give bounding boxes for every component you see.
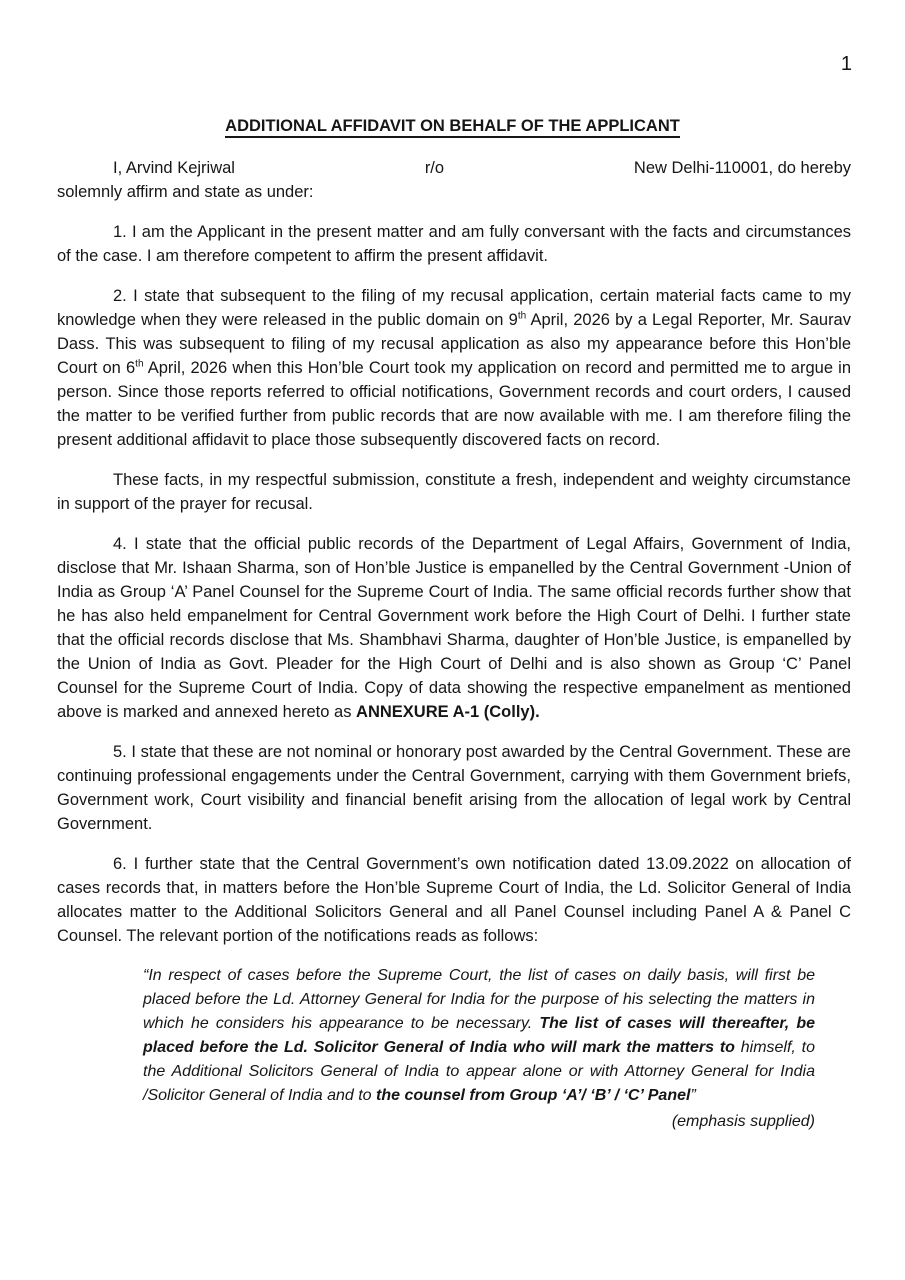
deponent-name: I, Arvind Kejriwal — [113, 159, 235, 177]
page-number: 1 — [840, 53, 852, 75]
deponent-address: New Delhi-110001, do hereby — [633, 159, 851, 177]
document-title-text: ADDITIONAL AFFIDAVIT ON BEHALF OF THE APPLICANT — [225, 117, 680, 138]
deponent-line — [57, 156, 851, 180]
paragraph-6: 6. I further state that the Central Government’s own notification dated 13.09.2022 on allocation of cases records that, in matters before the Hon’ble Supreme Court of India, the Ld. Solicitor General of India allocates matter to the Additional Solicitors General and all Panel Counsel including Panel A & Panel C Counsel. The relevant portion of the notifications reads as follows: — [57, 855, 851, 945]
paragraph-2-run-3: April, 2026 when this Hon’ble Court took my application on record and permitted me to argue in person. Since those reports referred to official notifications, Government records and court orders, I caused the matter to be verified further from public records that are now available with me. I am therefore filing the present additional affidavit to place those subsequently discovered facts on record. — [57, 359, 851, 449]
quote-emphasis-1: The list of cases will thereafter, be placed before the Ld. Solicitor General of India who will mark the matters to — [143, 1015, 815, 1056]
paragraph-4-run-1: 4. I state that the official public records of the Department of Legal Affairs, Government of India, disclose that Mr. Ishaan Sharma, son of Hon’ble Justice is empanelled by the Central Government -Union of India as Group ‘A’ Panel Counsel for the Supreme Court of India. The same official records further show that he has also held empanelment for Central Government work before the High Court of Delhi. I further state that the official records disclose that Ms. Shambhavi Sharma, daughter of Hon’ble Justice, is empanelled by the Union of India as Govt. Pleader for the High Court of Delhi and is also shown as Group ‘C’ Panel Counsel for the Supreme Court of India. Copy of data showing the respective empanelment as mentioned above is marked and annexed hereto as — [57, 535, 851, 721]
paragraph-5: 5. I state that these are not nominal or honorary post awarded by the Central Government. These are continuing professional engagements under the Central Government, carrying with them Government briefs, Government work, Court visibility and financial benefit arising from the allocation of legal work by Central Government. — [57, 743, 851, 833]
ordinal-superscript: th — [135, 358, 144, 370]
paragraph-4 — [57, 532, 851, 724]
quote-emphasis-2: the counsel from Group ‘A’/ ‘B’ / ‘C’ Panel — [376, 1087, 691, 1104]
document-title — [0, 114, 905, 138]
notification-blockquote — [143, 964, 815, 1108]
residence-label: r/o — [424, 159, 445, 177]
paragraph-3: These facts, in my respectful submission, constitute a fresh, independent and weighty circumstance in support of the prayer for recusal. — [57, 471, 851, 513]
paragraph-2-run-1: 2. I state that subsequent to the filing of my recusal application, certain material facts came to my knowledge when they were released in the public domain on 9 — [57, 287, 851, 329]
quote-closing-mark: ” — [690, 1087, 696, 1104]
emphasis-supplied-note: (emphasis supplied) — [671, 1113, 815, 1130]
paragraph-1: 1. I am the Applicant in the present matter and am fully conversant with the facts and circumstances of the case. I am therefore competent to affirm the present affidavit. — [57, 223, 851, 265]
paragraph-2 — [57, 284, 851, 452]
annexure-reference: ANNEXURE A-1 (Colly). — [356, 703, 540, 721]
page-content — [57, 156, 851, 1134]
quote-run-2: himself, to the Additional Solicitors General of India to appear alone or with Attorney General for India /Solicitor General of India and to — [143, 1039, 816, 1104]
paragraph-2-run-2: April, 2026 by a Legal Reporter, Mr. Saurav Dass. This was subsequent to filing of my recusal application as also my appearance before this Hon’ble Court on 6 — [57, 311, 851, 377]
quote-run-1: “In respect of cases before the Supreme Court, the list of cases on daily basis, will first be placed before the Ld. Attorney General for India for the purpose of his selecting the matters in which he considers his appearance to be necessary. — [143, 967, 815, 1032]
ordinal-superscript: th — [517, 310, 527, 322]
intro-continuation: solemnly affirm and state as under: — [57, 183, 314, 201]
